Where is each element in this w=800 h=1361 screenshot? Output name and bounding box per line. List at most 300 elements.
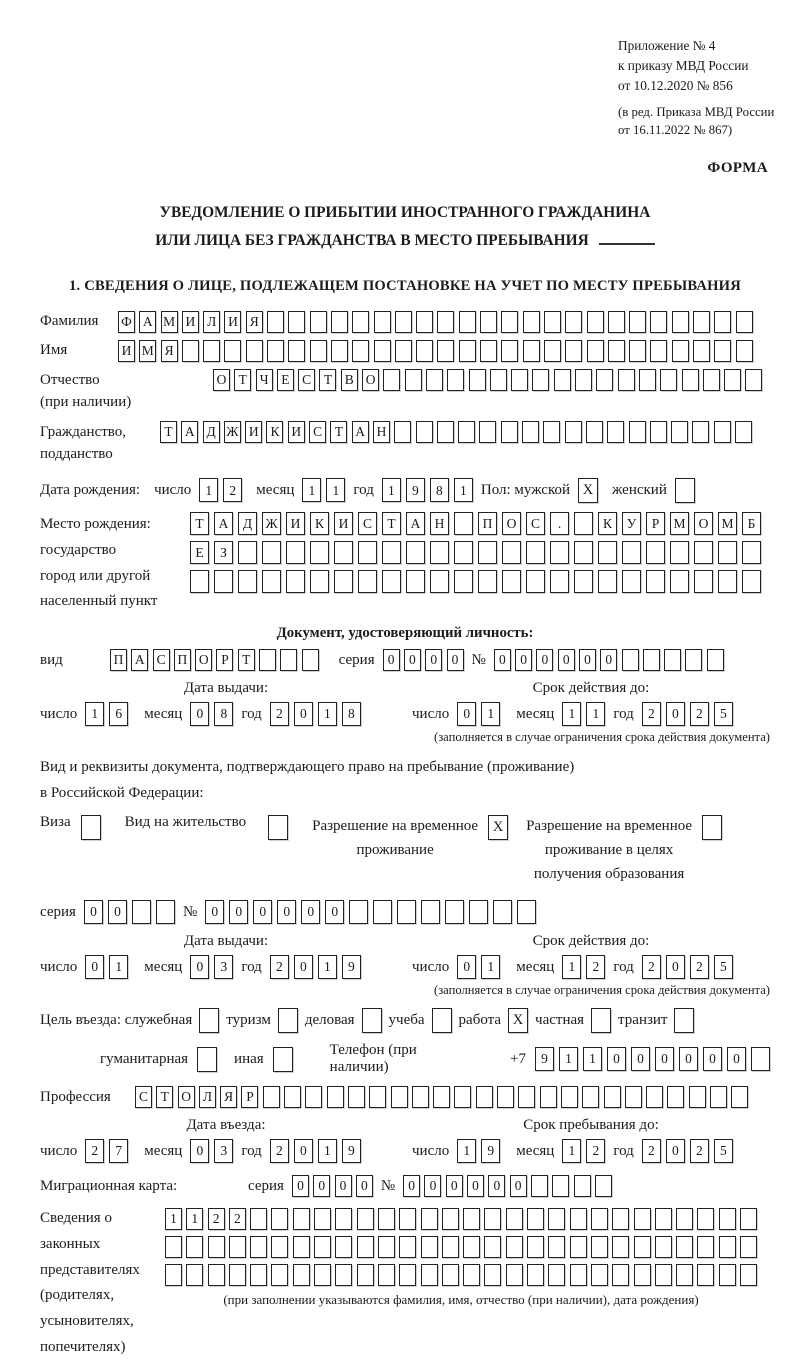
doc-expiry-day-cell[interactable]: 1	[481, 702, 500, 726]
patronymic-cell[interactable]	[745, 369, 762, 391]
migration-number-cell[interactable]: 0	[403, 1175, 420, 1197]
guardians-cell[interactable]: 1	[165, 1208, 182, 1230]
guardians-cell[interactable]	[655, 1208, 672, 1230]
birthplace-cell[interactable]	[430, 570, 449, 593]
permit-expiry-year-cell[interactable]: 2	[642, 955, 661, 979]
permit-number-cell[interactable]	[349, 900, 368, 924]
surname-cell[interactable]: Л	[203, 311, 220, 333]
guardians-cell[interactable]	[740, 1208, 757, 1230]
entry-year-cell[interactable]: 0	[294, 1139, 313, 1163]
surname-cell[interactable]	[523, 311, 540, 333]
guardians-cell[interactable]	[463, 1236, 480, 1258]
surname-cell[interactable]: И	[182, 311, 199, 333]
profession-cell[interactable]	[305, 1086, 322, 1108]
guardians-cell[interactable]	[229, 1236, 246, 1258]
name-cell[interactable]	[203, 340, 220, 362]
birthplace-cell[interactable]	[526, 541, 545, 564]
birthplace-cell[interactable]: Д	[238, 512, 257, 535]
guardians-cell[interactable]	[250, 1264, 267, 1286]
sex-female-checkbox-cell[interactable]	[675, 478, 695, 503]
name-cell[interactable]	[608, 340, 625, 362]
citizenship-cell[interactable]	[501, 421, 518, 443]
guardians-cell[interactable]	[463, 1208, 480, 1230]
birthplace-cell[interactable]	[310, 541, 329, 564]
permit-issue-day-cell[interactable]: 1	[109, 955, 128, 979]
birthplace-cell[interactable]: С	[358, 512, 377, 535]
patronymic-cell[interactable]	[596, 369, 613, 391]
permit-series-cell[interactable]: 0	[108, 900, 127, 924]
guardians-cell[interactable]	[527, 1208, 544, 1230]
phone-cell[interactable]: 1	[559, 1047, 578, 1071]
citizenship-cell[interactable]	[543, 421, 560, 443]
doc-type-cell[interactable]: Т	[238, 649, 255, 671]
surname-cell[interactable]	[650, 311, 667, 333]
patronymic-cell[interactable]	[469, 369, 486, 391]
purpose-work-checkbox-cell[interactable]: X	[508, 1008, 528, 1033]
profession-cell[interactable]: Я	[220, 1086, 237, 1108]
profession-cell[interactable]	[689, 1086, 706, 1108]
guardians-cell[interactable]	[165, 1236, 182, 1258]
birthplace-cell[interactable]	[310, 570, 329, 593]
permit-number-cell[interactable]: 0	[253, 900, 272, 924]
migration-number-cell[interactable]: 0	[424, 1175, 441, 1197]
birthplace-cell[interactable]	[742, 570, 761, 593]
birthplace-cell[interactable]	[454, 541, 473, 564]
permit-number-cell[interactable]	[397, 900, 416, 924]
doc-number-cell[interactable]	[707, 649, 724, 671]
profession-cell[interactable]	[284, 1086, 301, 1108]
patronymic-cell[interactable]	[639, 369, 656, 391]
permit-expiry-month-cell[interactable]: 2	[586, 955, 605, 979]
profession-cell[interactable]: Л	[199, 1086, 216, 1108]
citizenship-cell[interactable]: Т	[330, 421, 347, 443]
guardians-cell[interactable]	[314, 1264, 331, 1286]
patronymic-cell[interactable]	[682, 369, 699, 391]
surname-cell[interactable]	[608, 311, 625, 333]
permit-expiry-year-cell[interactable]: 0	[666, 955, 685, 979]
name-cell[interactable]	[246, 340, 263, 362]
migration-number-cell[interactable]: 0	[446, 1175, 463, 1197]
phone-cell[interactable]	[751, 1047, 770, 1071]
guardians-cell[interactable]	[655, 1264, 672, 1286]
guardians-cell[interactable]	[357, 1264, 374, 1286]
migration-number-cell[interactable]	[552, 1175, 569, 1197]
guardians-cell[interactable]	[506, 1264, 523, 1286]
surname-cell[interactable]	[288, 311, 305, 333]
purpose-transit-checkbox-cell[interactable]	[674, 1008, 694, 1033]
guardians-cell[interactable]	[250, 1236, 267, 1258]
profession-cell[interactable]: О	[178, 1086, 195, 1108]
birth-month-cell[interactable]: 1	[302, 478, 321, 502]
guardians-cell[interactable]	[634, 1208, 651, 1230]
permit-number-cell[interactable]	[421, 900, 440, 924]
birthplace-cell[interactable]	[670, 541, 689, 564]
permit-issue-year-cell[interactable]: 0	[294, 955, 313, 979]
patronymic-cell[interactable]: О	[213, 369, 230, 391]
doc-number-cell[interactable]	[664, 649, 681, 671]
guardians-cell[interactable]	[271, 1236, 288, 1258]
birth-year-cell[interactable]: 9	[406, 478, 425, 502]
birthplace-cell[interactable]	[502, 541, 521, 564]
profession-cell[interactable]: С	[135, 1086, 152, 1108]
permit-number-cell[interactable]	[469, 900, 488, 924]
birthplace-cell[interactable]	[190, 570, 209, 593]
migration-number-cell[interactable]	[574, 1175, 591, 1197]
name-cell[interactable]	[310, 340, 327, 362]
surname-cell[interactable]: Я	[246, 311, 263, 333]
permit-issue-year-cell[interactable]: 1	[318, 955, 337, 979]
profession-cell[interactable]	[667, 1086, 684, 1108]
patronymic-cell[interactable]: С	[298, 369, 315, 391]
patronymic-cell[interactable]	[660, 369, 677, 391]
stay-year-cell[interactable]: 5	[714, 1139, 733, 1163]
birthplace-cell[interactable]: Е	[190, 541, 209, 564]
citizenship-cell[interactable]	[437, 421, 454, 443]
surname-cell[interactable]	[459, 311, 476, 333]
guardians-cell[interactable]	[506, 1236, 523, 1258]
guardians-cell[interactable]	[740, 1264, 757, 1286]
stay-day-cell[interactable]: 9	[481, 1139, 500, 1163]
birthplace-cell[interactable]	[718, 570, 737, 593]
patronymic-cell[interactable]: Т	[319, 369, 336, 391]
name-cell[interactable]	[288, 340, 305, 362]
birth-year-cell[interactable]: 1	[382, 478, 401, 502]
guardians-cell[interactable]	[484, 1208, 501, 1230]
guardians-cell[interactable]	[293, 1236, 310, 1258]
citizenship-cell[interactable]: А	[352, 421, 369, 443]
citizenship-cell[interactable]: К	[266, 421, 283, 443]
name-cell[interactable]	[267, 340, 284, 362]
name-cell[interactable]: М	[139, 340, 156, 362]
citizenship-cell[interactable]: А	[181, 421, 198, 443]
name-cell[interactable]	[182, 340, 199, 362]
birthplace-cell[interactable]	[358, 541, 377, 564]
surname-cell[interactable]	[736, 311, 753, 333]
patronymic-cell[interactable]	[575, 369, 592, 391]
surname-cell[interactable]	[714, 311, 731, 333]
guardians-cell[interactable]	[442, 1236, 459, 1258]
permit-issue-year-cell[interactable]: 9	[342, 955, 361, 979]
surname-cell[interactable]	[629, 311, 646, 333]
guardians-cell[interactable]	[676, 1264, 693, 1286]
birthplace-cell[interactable]	[622, 541, 641, 564]
guardians-cell[interactable]	[271, 1208, 288, 1230]
name-cell[interactable]	[736, 340, 753, 362]
guardians-cell[interactable]	[676, 1208, 693, 1230]
guardians-cell[interactable]	[378, 1236, 395, 1258]
citizenship-cell[interactable]	[565, 421, 582, 443]
guardians-cell[interactable]	[697, 1264, 714, 1286]
guardians-cell[interactable]	[357, 1208, 374, 1230]
patronymic-cell[interactable]: Ч	[256, 369, 273, 391]
phone-cell[interactable]: 0	[679, 1047, 698, 1071]
guardians-cell[interactable]	[250, 1208, 267, 1230]
purpose-study-checkbox-cell[interactable]	[432, 1008, 452, 1033]
phone-cell[interactable]: 0	[631, 1047, 650, 1071]
doc-type-cell[interactable]	[280, 649, 297, 671]
guardians-cell[interactable]	[570, 1236, 587, 1258]
birthplace-cell[interactable]: И	[286, 512, 305, 535]
doc-number-cell[interactable]: 0	[536, 649, 553, 671]
patronymic-cell[interactable]	[511, 369, 528, 391]
citizenship-cell[interactable]	[458, 421, 475, 443]
doc-issue-year-cell[interactable]: 1	[318, 702, 337, 726]
birthplace-cell[interactable]	[694, 541, 713, 564]
guardians-cell[interactable]	[421, 1208, 438, 1230]
name-cell[interactable]	[544, 340, 561, 362]
doc-issue-year-cell[interactable]: 2	[270, 702, 289, 726]
surname-cell[interactable]	[480, 311, 497, 333]
profession-cell[interactable]	[582, 1086, 599, 1108]
profession-cell[interactable]	[710, 1086, 727, 1108]
permit-issue-day-cell[interactable]: 0	[85, 955, 104, 979]
surname-cell[interactable]	[352, 311, 369, 333]
profession-cell[interactable]	[540, 1086, 557, 1108]
patronymic-cell[interactable]	[447, 369, 464, 391]
doc-number-cell[interactable]	[643, 649, 660, 671]
doc-number-cell[interactable]: 0	[600, 649, 617, 671]
profession-cell[interactable]	[433, 1086, 450, 1108]
birthplace-cell[interactable]	[334, 570, 353, 593]
name-cell[interactable]	[416, 340, 433, 362]
birthplace-cell[interactable]	[646, 541, 665, 564]
doc-type-cell[interactable]: С	[153, 649, 170, 671]
birthplace-cell[interactable]: К	[310, 512, 329, 535]
doc-expiry-year-cell[interactable]: 5	[714, 702, 733, 726]
birth-month-cell[interactable]: 1	[326, 478, 345, 502]
permit-number-cell[interactable]: 0	[205, 900, 224, 924]
birthplace-cell[interactable]	[694, 570, 713, 593]
doc-series-cell[interactable]: 0	[404, 649, 421, 671]
birthplace-cell[interactable]: Т	[382, 512, 401, 535]
stay-month-cell[interactable]: 2	[586, 1139, 605, 1163]
guardians-cell[interactable]	[378, 1264, 395, 1286]
birthplace-cell[interactable]	[358, 570, 377, 593]
birthplace-cell[interactable]	[214, 570, 233, 593]
guardians-cell[interactable]	[527, 1236, 544, 1258]
guardians-cell[interactable]	[442, 1264, 459, 1286]
surname-cell[interactable]	[267, 311, 284, 333]
permit-issue-month-cell[interactable]: 0	[190, 955, 209, 979]
permit-expiry-year-cell[interactable]: 5	[714, 955, 733, 979]
surname-cell[interactable]	[672, 311, 689, 333]
profession-cell[interactable]	[604, 1086, 621, 1108]
phone-cell[interactable]: 0	[655, 1047, 674, 1071]
migration-series-cell[interactable]: 0	[292, 1175, 309, 1197]
birthplace-cell[interactable]: И	[334, 512, 353, 535]
surname-cell[interactable]	[587, 311, 604, 333]
purpose-tourism-checkbox-cell[interactable]	[278, 1008, 298, 1033]
birthplace-cell[interactable]: А	[406, 512, 425, 535]
birthplace-cell[interactable]: О	[502, 512, 521, 535]
birthplace-cell[interactable]	[262, 541, 281, 564]
birthplace-cell[interactable]	[478, 570, 497, 593]
permit-number-cell[interactable]: 0	[325, 900, 344, 924]
birthplace-cell[interactable]	[454, 512, 473, 535]
birthplace-cell[interactable]	[718, 541, 737, 564]
patronymic-cell[interactable]	[618, 369, 635, 391]
entry-year-cell[interactable]: 9	[342, 1139, 361, 1163]
purpose-business-checkbox-cell[interactable]	[362, 1008, 382, 1033]
guardians-cell[interactable]: 2	[208, 1208, 225, 1230]
citizenship-cell[interactable]	[607, 421, 624, 443]
purpose-humanitarian-checkbox-cell[interactable]	[197, 1047, 217, 1072]
surname-cell[interactable]	[331, 311, 348, 333]
guardians-cell[interactable]	[293, 1208, 310, 1230]
purpose-other-checkbox-cell[interactable]	[273, 1047, 293, 1072]
doc-type-cell[interactable]: О	[195, 649, 212, 671]
citizenship-cell[interactable]	[650, 421, 667, 443]
permit-expiry-year-cell[interactable]: 2	[690, 955, 709, 979]
birthplace-cell[interactable]: З	[214, 541, 233, 564]
patronymic-cell[interactable]	[724, 369, 741, 391]
guardians-cell[interactable]	[548, 1236, 565, 1258]
migration-number-cell[interactable]: 0	[510, 1175, 527, 1197]
doc-issue-day-cell[interactable]: 1	[85, 702, 104, 726]
phone-cell[interactable]: 9	[535, 1047, 554, 1071]
citizenship-cell[interactable]	[479, 421, 496, 443]
birthplace-cell[interactable]	[622, 570, 641, 593]
citizenship-cell[interactable]	[671, 421, 688, 443]
guardians-cell[interactable]	[314, 1236, 331, 1258]
profession-cell[interactable]	[731, 1086, 748, 1108]
entry-year-cell[interactable]: 1	[318, 1139, 337, 1163]
surname-cell[interactable]	[395, 311, 412, 333]
doc-expiry-year-cell[interactable]: 2	[690, 702, 709, 726]
doc-issue-month-cell[interactable]: 0	[190, 702, 209, 726]
guardians-cell[interactable]	[570, 1208, 587, 1230]
guardians-cell[interactable]	[527, 1264, 544, 1286]
guardians-cell[interactable]: 2	[229, 1208, 246, 1230]
stay-year-cell[interactable]: 2	[642, 1139, 661, 1163]
citizenship-cell[interactable]	[586, 421, 603, 443]
entry-year-cell[interactable]: 2	[270, 1139, 289, 1163]
guardians-cell[interactable]	[165, 1264, 182, 1286]
surname-cell[interactable]: Ф	[118, 311, 135, 333]
profession-cell[interactable]	[327, 1086, 344, 1108]
guardians-cell[interactable]	[442, 1208, 459, 1230]
guardians-cell[interactable]	[421, 1264, 438, 1286]
guardians-cell[interactable]	[697, 1236, 714, 1258]
birthplace-cell[interactable]: А	[214, 512, 233, 535]
phone-cell[interactable]: 0	[703, 1047, 722, 1071]
birthplace-cell[interactable]	[574, 541, 593, 564]
citizenship-cell[interactable]	[394, 421, 411, 443]
birthplace-cell[interactable]	[478, 541, 497, 564]
surname-cell[interactable]: И	[224, 311, 241, 333]
birthplace-cell[interactable]: О	[694, 512, 713, 535]
birth-day-cell[interactable]: 2	[223, 478, 242, 502]
guardians-cell[interactable]	[676, 1236, 693, 1258]
guardians-cell[interactable]	[484, 1264, 501, 1286]
birthplace-cell[interactable]	[550, 541, 569, 564]
doc-number-cell[interactable]: 0	[558, 649, 575, 671]
guardians-cell[interactable]	[335, 1264, 352, 1286]
guardians-cell[interactable]	[719, 1264, 736, 1286]
patronymic-cell[interactable]	[426, 369, 443, 391]
stay-year-cell[interactable]: 0	[666, 1139, 685, 1163]
guardians-cell[interactable]	[357, 1236, 374, 1258]
migration-series-cell[interactable]: 0	[313, 1175, 330, 1197]
birthplace-cell[interactable]	[646, 570, 665, 593]
birthplace-cell[interactable]	[406, 541, 425, 564]
birth-year-cell[interactable]: 8	[430, 478, 449, 502]
birthplace-cell[interactable]	[574, 512, 593, 535]
birthplace-cell[interactable]	[382, 570, 401, 593]
name-cell[interactable]	[672, 340, 689, 362]
profession-cell[interactable]	[454, 1086, 471, 1108]
entry-month-cell[interactable]: 3	[214, 1139, 233, 1163]
guardians-cell[interactable]	[186, 1236, 203, 1258]
guardians-cell[interactable]	[655, 1236, 672, 1258]
birthplace-cell[interactable]	[454, 570, 473, 593]
patronymic-cell[interactable]: О	[362, 369, 379, 391]
guardians-cell[interactable]	[463, 1264, 480, 1286]
doc-issue-year-cell[interactable]: 8	[342, 702, 361, 726]
purpose-official-checkbox-cell[interactable]	[199, 1008, 219, 1033]
guardians-cell[interactable]	[208, 1236, 225, 1258]
doc-number-cell[interactable]: 0	[515, 649, 532, 671]
purpose-private-checkbox-cell[interactable]	[591, 1008, 611, 1033]
patronymic-cell[interactable]	[703, 369, 720, 391]
guardians-cell[interactable]	[421, 1236, 438, 1258]
profession-cell[interactable]	[561, 1086, 578, 1108]
birthplace-cell[interactable]: М	[670, 512, 689, 535]
profession-cell[interactable]	[263, 1086, 280, 1108]
visa-checkbox-cell[interactable]	[81, 815, 101, 840]
guardians-cell[interactable]	[484, 1236, 501, 1258]
name-cell[interactable]	[459, 340, 476, 362]
birthplace-cell[interactable]	[574, 570, 593, 593]
guardians-cell[interactable]	[271, 1264, 288, 1286]
birthplace-cell[interactable]	[334, 541, 353, 564]
doc-issue-day-cell[interactable]: 6	[109, 702, 128, 726]
guardians-cell[interactable]	[634, 1236, 651, 1258]
temp-residence-edu-checkbox-cell[interactable]	[702, 815, 722, 840]
profession-cell[interactable]	[412, 1086, 429, 1108]
surname-cell[interactable]: А	[139, 311, 156, 333]
surname-cell[interactable]	[310, 311, 327, 333]
birthplace-cell[interactable]	[598, 541, 617, 564]
birthplace-cell[interactable]: Т	[190, 512, 209, 535]
doc-number-cell[interactable]: 0	[494, 649, 511, 671]
guardians-cell[interactable]	[186, 1264, 203, 1286]
citizenship-cell[interactable]: Ж	[224, 421, 241, 443]
profession-cell[interactable]: Р	[241, 1086, 258, 1108]
doc-series-cell[interactable]: 0	[425, 649, 442, 671]
migration-number-cell[interactable]: 0	[488, 1175, 505, 1197]
guardians-cell[interactable]	[719, 1236, 736, 1258]
citizenship-cell[interactable]: С	[309, 421, 326, 443]
migration-series-cell[interactable]: 0	[356, 1175, 373, 1197]
doc-expiry-year-cell[interactable]: 2	[642, 702, 661, 726]
name-cell[interactable]	[437, 340, 454, 362]
stay-day-cell[interactable]: 1	[457, 1139, 476, 1163]
phone-cell[interactable]: 0	[727, 1047, 746, 1071]
birthplace-cell[interactable]: Н	[430, 512, 449, 535]
migration-number-cell[interactable]: 0	[467, 1175, 484, 1197]
citizenship-cell[interactable]: Д	[203, 421, 220, 443]
doc-expiry-year-cell[interactable]: 0	[666, 702, 685, 726]
patronymic-cell[interactable]	[532, 369, 549, 391]
patronymic-cell[interactable]	[405, 369, 422, 391]
birthplace-cell[interactable]	[286, 541, 305, 564]
birthplace-cell[interactable]	[526, 570, 545, 593]
guardians-cell[interactable]	[570, 1264, 587, 1286]
surname-cell[interactable]	[374, 311, 391, 333]
citizenship-cell[interactable]	[692, 421, 709, 443]
permit-number-cell[interactable]: 0	[277, 900, 296, 924]
